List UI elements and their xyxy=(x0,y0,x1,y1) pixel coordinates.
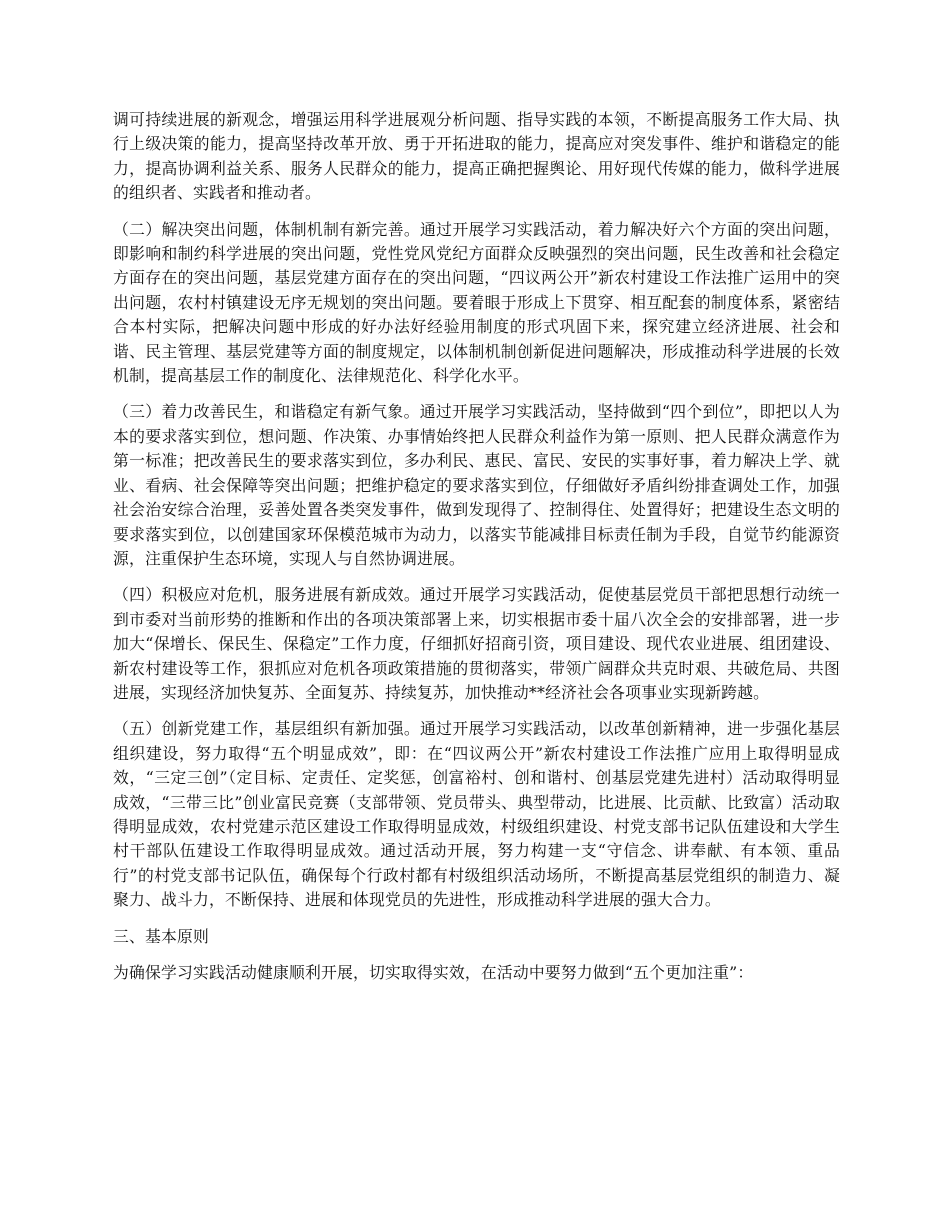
section-heading: 三、基本原则 xyxy=(113,926,209,946)
paragraph-party-building: （五）创新党建工作，基层组织有新加强。通过开展学习实践活动，以改革创新精神，进一步强化基层组织建设，努力取得“五个明显成效”，即：在“四议两公开”新农村建设工作法推广应用上取得明显成效，“三定三创”（定目标、定责任、定奖惩，创富裕村、创和谐村、创基层党建先进村）活动取得明显成效，“三带三比”创业富民竞赛（支部带领、党员带头、典型带动，比进展、比贡献、比致富）活动取得明显成效，农村党建示范区建设工作取得明显成效，村级组织建设、村党支部书记队伍建设和大学生村干部队伍建设工作取得明显成效。通过活动开展，努力构建一支“守信念、讲奉献、有本领、重品行”的村党支部书记队伍，确保每个行政村都有村级组织活动场所，不断提高基层党组织的制造力、凝聚力、战斗力，不断保持、进展和体现党员的先进性，形成推动科学进展的强大合力。 xyxy=(113,719,840,910)
paragraph-solve-problems: （二）解决突出问题，体制机制有新完善。通过开展学习实践活动，着力解决好六个方面的突出问题，即影响和制约科学进展的突出问题，党性党风党纪方面群众反映强烈的突出问题，民生改善和社会稳定方面存在的突出问题，基层党建方面存在的突出问题，“四议两公开”新农村建设工作法推广运用中的突出问题，农村村镇建设无序无规划的突出问题。要着眼于形成上下贯穿、相互配套的制度体系，紧密结合本村实际，把解决问题中形成的好办法好经验用制度的形式巩固下来，探究建立经济进展、社会和谐、民主管理、基层党建等方面的制度规定，以体制机制创新促进问题解决，形成推动科学进展的长效机制，提高基层工作的制度化、法律规范化、科学化水平。 xyxy=(113,219,840,386)
paragraph-principles-intro: 为确保学习实践活动健康顺利开展，切实取得实效，在活动中要努力做到“五个更加注重”： xyxy=(113,963,754,982)
paragraph-respond-crisis: （四）积极应对危机，服务进展有新成效。通过开展学习实践活动，促使基层党员干部把思想行动统一到市委对当前形势的推断和作出的各项决策部署上来，切实根据市委十届八次全会的安排部署，进一步加大“保增长、保民生、保稳定”工作力度，仔细抓好招商引资，项目建设、现代农业进展、组团建设、新农村建设等工作，狠抓应对危机各项政策措施的贯彻落实，带领广阔群众共克时艰、共破危局、共图进展，实现经济加快复苏、全面复苏、持续复苏，加快推动**经济社会各项事业实现新跨越。 xyxy=(113,585,840,702)
document-page xyxy=(113,108,840,997)
paragraph-improve-livelihood: （三）着力改善民生，和谐稳定有新气象。通过开展学习实践活动，坚持做到“四个到位”，即把以人为本的要求落实到位，想问题、作决策、办事情始终把人民群众利益作为第一原则、把人民群众满意作为第一标准；把改善民生的要求落实到位，多办利民、惠民、富民、安民的实事好事，着力解决上学、就业、看病、社会保障等突出问题；把维护稳定的要求落实到位，仔细做好矛盾纠纷排查调处工作，加强社会治安综合治理，妥善处置各类突发事件，做到发现得了、控制得住、处置得好；把建设生态文明的要求落实到位，以创建国家环保模范城市为动力，以落实节能减排目标责任制为手段，自觉节约能源资源，注重保护生态环境，实现人与自然协调进展。 xyxy=(113,402,840,568)
paragraph-sustainable-development: 调可持续进展的新观念，增强运用科学进展观分析问题、指导实践的本领，不断提高服务工作大局、执行上级决策的能力，提高坚持改革开放、勇于开拓进取的能力，提高应对突发事件、维护和谐稳定的能力，提高协调利益关系、服务人民群众的能力，提高正确把握舆论、用好现代传媒的能力，做科学进展的组织者、实践者和推动者。 xyxy=(113,110,840,203)
